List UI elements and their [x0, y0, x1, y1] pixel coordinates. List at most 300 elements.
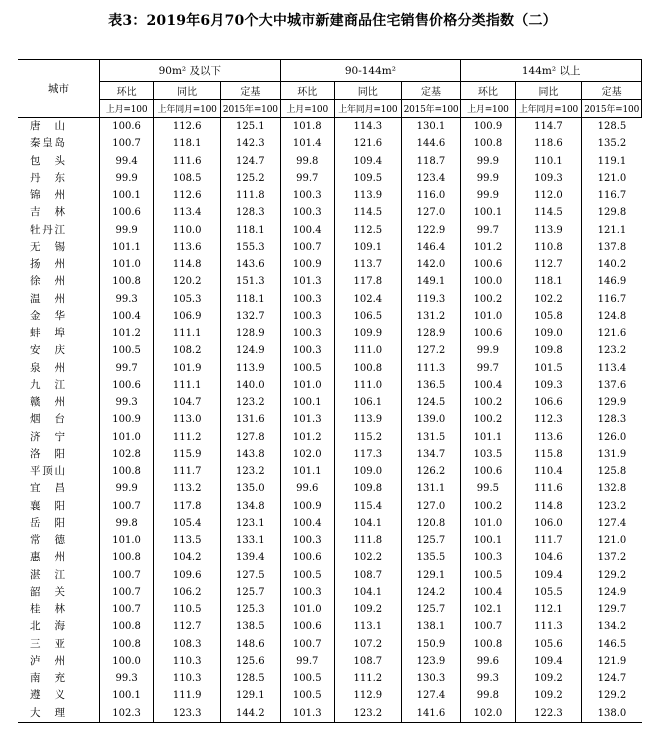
value-cell: 110.0 — [154, 222, 221, 239]
value-cell: 113.4 — [582, 360, 642, 377]
city-cell: 遵义 — [30, 689, 65, 702]
base-header: 2015年=100 — [582, 100, 642, 118]
value-cell: 115.8 — [515, 446, 582, 463]
value-cell: 100.7 — [280, 239, 334, 256]
value-cell: 111.0 — [334, 377, 401, 394]
city-cell: 唐山 — [30, 120, 65, 133]
table-row — [18, 446, 642, 463]
value-cell: 135.5 — [401, 549, 461, 566]
value-cell: 126.0 — [582, 429, 642, 446]
value-cell: 101.2 — [461, 239, 515, 256]
city-cell: 济宁 — [30, 430, 65, 443]
table-row — [18, 291, 642, 308]
table-row — [18, 118, 642, 136]
value-cell: 105.8 — [515, 308, 582, 325]
value-cell: 127.4 — [582, 515, 642, 532]
value-cell: 100.5 — [99, 342, 153, 359]
value-cell: 125.6 — [221, 653, 281, 670]
value-cell: 100.5 — [280, 687, 334, 704]
sub-header: 定基 — [221, 82, 281, 100]
value-cell: 100.8 — [99, 618, 153, 635]
city-cell: 宜昌 — [30, 482, 65, 495]
value-cell: 101.0 — [99, 429, 153, 446]
value-cell: 108.7 — [334, 653, 401, 670]
value-cell: 102.0 — [461, 705, 515, 723]
value-cell: 134.8 — [221, 498, 281, 515]
value-cell: 101.0 — [280, 601, 334, 618]
base-header: 2015年=100 — [221, 100, 281, 118]
value-cell: 128.9 — [401, 325, 461, 342]
value-cell: 118.1 — [515, 273, 582, 290]
value-cell: 120.2 — [154, 273, 221, 290]
value-cell: 99.7 — [461, 222, 515, 239]
value-cell: 108.3 — [154, 636, 221, 653]
value-cell: 121.9 — [582, 653, 642, 670]
table-row — [18, 308, 642, 325]
value-cell: 99.7 — [280, 170, 334, 187]
value-cell: 127.4 — [401, 687, 461, 704]
table-row — [18, 135, 642, 152]
value-cell: 113.9 — [221, 360, 281, 377]
city-cell: 襄阳 — [30, 499, 65, 512]
value-cell: 100.4 — [461, 377, 515, 394]
value-cell: 127.2 — [401, 342, 461, 359]
value-cell: 110.5 — [154, 601, 221, 618]
value-cell: 100.6 — [461, 256, 515, 273]
value-cell: 149.1 — [401, 273, 461, 290]
value-cell: 111.1 — [154, 377, 221, 394]
value-cell: 100.8 — [334, 360, 401, 377]
value-cell: 121.0 — [582, 170, 642, 187]
city-cell: 大理 — [30, 706, 65, 719]
value-cell: 99.8 — [99, 515, 153, 532]
value-cell: 99.6 — [280, 480, 334, 497]
value-cell: 100.3 — [280, 342, 334, 359]
value-cell: 100.2 — [461, 394, 515, 411]
value-cell: 128.3 — [221, 204, 281, 221]
value-cell: 99.9 — [461, 187, 515, 204]
value-cell: 140.2 — [582, 256, 642, 273]
value-cell: 104.1 — [334, 584, 401, 601]
value-cell: 124.9 — [582, 584, 642, 601]
table-row — [18, 342, 642, 359]
value-cell: 123.2 — [582, 342, 642, 359]
base-header-row — [18, 100, 642, 118]
value-cell: 129.1 — [221, 687, 281, 704]
value-cell: 125.7 — [221, 584, 281, 601]
city-cell: 三亚 — [30, 637, 65, 650]
value-cell: 109.4 — [334, 153, 401, 170]
value-cell: 112.0 — [515, 187, 582, 204]
base-header: 2015年=100 — [401, 100, 461, 118]
value-cell: 109.3 — [515, 170, 582, 187]
value-cell: 124.9 — [221, 342, 281, 359]
table-row — [18, 170, 642, 187]
value-cell: 102.2 — [515, 291, 582, 308]
value-cell: 113.9 — [334, 187, 401, 204]
value-cell: 111.7 — [154, 463, 221, 480]
table-row — [18, 670, 642, 687]
value-cell: 121.6 — [334, 135, 401, 152]
value-cell: 127.0 — [401, 204, 461, 221]
value-cell: 101.9 — [154, 360, 221, 377]
city-cell: 安庆 — [30, 344, 65, 357]
value-cell: 112.6 — [154, 118, 221, 136]
value-cell: 137.8 — [582, 239, 642, 256]
city-cell: 金华 — [30, 309, 65, 322]
value-cell: 100.7 — [99, 584, 153, 601]
value-cell: 131.2 — [401, 308, 461, 325]
city-cell: 秦皇岛 — [30, 137, 65, 150]
value-cell: 118.1 — [221, 222, 281, 239]
value-cell: 99.7 — [99, 360, 153, 377]
value-cell: 146.5 — [582, 636, 642, 653]
value-cell: 115.9 — [154, 446, 221, 463]
value-cell: 102.1 — [461, 601, 515, 618]
value-cell: 106.6 — [515, 394, 582, 411]
city-cell: 无锡 — [30, 240, 65, 253]
value-cell: 99.9 — [461, 153, 515, 170]
value-cell: 110.4 — [515, 463, 582, 480]
value-cell: 114.3 — [334, 118, 401, 136]
value-cell: 100.9 — [280, 498, 334, 515]
value-cell: 121.6 — [582, 325, 642, 342]
table-row — [18, 153, 642, 170]
value-cell: 111.0 — [334, 342, 401, 359]
table-row — [18, 377, 642, 394]
value-cell: 99.9 — [461, 342, 515, 359]
value-cell: 99.8 — [280, 153, 334, 170]
value-cell: 135.2 — [582, 135, 642, 152]
value-cell: 100.5 — [280, 567, 334, 584]
city-cell: 烟台 — [30, 413, 65, 426]
table-row — [18, 515, 642, 532]
value-cell: 111.8 — [334, 532, 401, 549]
value-cell: 100.8 — [99, 636, 153, 653]
value-cell: 100.5 — [461, 567, 515, 584]
value-cell: 112.3 — [515, 411, 582, 428]
value-cell: 100.3 — [461, 549, 515, 566]
table-row — [18, 256, 642, 273]
value-cell: 104.1 — [334, 515, 401, 532]
value-cell: 129.9 — [582, 394, 642, 411]
value-cell: 123.4 — [401, 170, 461, 187]
value-cell: 106.1 — [334, 394, 401, 411]
value-cell: 99.5 — [461, 480, 515, 497]
value-cell: 125.2 — [221, 170, 281, 187]
value-cell: 123.2 — [221, 394, 281, 411]
value-cell: 141.6 — [401, 705, 461, 723]
value-cell: 109.1 — [334, 239, 401, 256]
value-cell: 155.3 — [221, 239, 281, 256]
value-cell: 101.1 — [280, 463, 334, 480]
value-cell: 100.3 — [280, 532, 334, 549]
value-cell: 112.6 — [154, 187, 221, 204]
value-cell: 127.5 — [221, 567, 281, 584]
table-row — [18, 360, 642, 377]
value-cell: 100.3 — [280, 291, 334, 308]
value-cell: 100.7 — [461, 618, 515, 635]
value-cell: 119.3 — [401, 291, 461, 308]
value-cell: 143.8 — [221, 446, 281, 463]
value-cell: 114.5 — [334, 204, 401, 221]
value-cell: 100.4 — [461, 584, 515, 601]
value-cell: 131.9 — [582, 446, 642, 463]
value-cell: 106.2 — [154, 584, 221, 601]
city-cell: 惠州 — [30, 551, 65, 564]
value-cell: 129.7 — [582, 601, 642, 618]
city-cell: 桂林 — [30, 603, 65, 616]
value-cell: 113.0 — [154, 411, 221, 428]
value-cell: 114.5 — [515, 204, 582, 221]
table-row — [18, 567, 642, 584]
value-cell: 100.2 — [461, 411, 515, 428]
city-cell: 扬州 — [30, 258, 65, 271]
value-cell: 129.2 — [582, 567, 642, 584]
sub-header: 同比 — [154, 82, 221, 100]
value-cell: 100.1 — [99, 687, 153, 704]
value-cell: 113.6 — [515, 429, 582, 446]
city-cell: 泉州 — [30, 361, 65, 374]
value-cell: 111.9 — [154, 687, 221, 704]
value-cell: 104.7 — [154, 394, 221, 411]
value-cell: 113.4 — [154, 204, 221, 221]
table-header — [18, 60, 642, 118]
value-cell: 112.1 — [515, 601, 582, 618]
value-cell: 109.4 — [515, 653, 582, 670]
value-cell: 125.7 — [401, 601, 461, 618]
value-cell: 102.3 — [99, 705, 153, 723]
city-cell: 丹东 — [30, 171, 65, 184]
value-cell: 99.9 — [99, 480, 153, 497]
value-cell: 100.3 — [280, 308, 334, 325]
value-cell: 113.7 — [334, 256, 401, 273]
value-cell: 99.9 — [99, 222, 153, 239]
value-cell: 131.1 — [401, 480, 461, 497]
value-cell: 111.8 — [221, 187, 281, 204]
value-cell: 100.5 — [280, 670, 334, 687]
value-cell: 124.5 — [401, 394, 461, 411]
city-cell: 洛阳 — [30, 447, 65, 460]
value-cell: 123.2 — [582, 498, 642, 515]
value-cell: 99.3 — [99, 291, 153, 308]
value-cell: 114.8 — [515, 498, 582, 515]
city-cell: 包头 — [30, 154, 65, 167]
group-header-medium: 90-144m² — [280, 60, 461, 82]
value-cell: 113.5 — [154, 532, 221, 549]
city-cell: 牡丹江 — [30, 223, 65, 236]
value-cell: 106.0 — [515, 515, 582, 532]
value-cell: 116.7 — [582, 291, 642, 308]
value-cell: 101.1 — [461, 429, 515, 446]
value-cell: 120.8 — [401, 515, 461, 532]
value-cell: 101.0 — [99, 256, 153, 273]
value-cell: 102.0 — [280, 446, 334, 463]
value-cell: 128.5 — [582, 118, 642, 136]
value-cell: 109.0 — [515, 325, 582, 342]
value-cell: 100.1 — [461, 532, 515, 549]
table-body — [18, 118, 642, 723]
value-cell: 112.7 — [515, 256, 582, 273]
value-cell: 108.2 — [154, 342, 221, 359]
value-cell: 101.2 — [280, 429, 334, 446]
city-cell: 韶关 — [30, 585, 65, 598]
value-cell: 142.3 — [221, 135, 281, 152]
base-header: 上月=100 — [99, 100, 153, 118]
value-cell: 99.4 — [99, 153, 153, 170]
value-cell: 123.2 — [221, 463, 281, 480]
value-cell: 123.1 — [221, 515, 281, 532]
value-cell: 100.4 — [280, 515, 334, 532]
value-cell: 148.6 — [221, 636, 281, 653]
value-cell: 100.8 — [99, 273, 153, 290]
city-cell: 泸州 — [30, 654, 65, 667]
value-cell: 110.1 — [515, 153, 582, 170]
value-cell: 111.7 — [515, 532, 582, 549]
table-row — [18, 618, 642, 635]
value-cell: 105.5 — [515, 584, 582, 601]
table-row — [18, 429, 642, 446]
value-cell: 100.8 — [461, 135, 515, 152]
value-cell: 100.7 — [99, 498, 153, 515]
table-row — [18, 498, 642, 515]
value-cell: 112.9 — [334, 687, 401, 704]
value-cell: 131.5 — [401, 429, 461, 446]
value-cell: 100.6 — [280, 549, 334, 566]
value-cell: 112.7 — [154, 618, 221, 635]
value-cell: 142.0 — [401, 256, 461, 273]
value-cell: 110.3 — [154, 653, 221, 670]
value-cell: 99.7 — [461, 360, 515, 377]
table-row — [18, 394, 642, 411]
value-cell: 100.8 — [99, 463, 153, 480]
value-cell: 139.4 — [221, 549, 281, 566]
table-row — [18, 463, 642, 480]
value-cell: 100.9 — [280, 256, 334, 273]
value-cell: 100.6 — [99, 377, 153, 394]
value-cell: 121.0 — [582, 532, 642, 549]
value-cell: 100.7 — [99, 601, 153, 618]
value-cell: 128.9 — [221, 325, 281, 342]
value-cell: 99.3 — [99, 394, 153, 411]
value-cell: 100.7 — [280, 636, 334, 653]
table-row — [18, 705, 642, 723]
city-cell: 常德 — [30, 534, 65, 547]
value-cell: 101.2 — [99, 325, 153, 342]
base-header: 上月=100 — [280, 100, 334, 118]
value-cell: 128.5 — [221, 670, 281, 687]
value-cell: 146.9 — [582, 273, 642, 290]
base-header: 上年同月=100 — [154, 100, 221, 118]
value-cell: 100.1 — [461, 204, 515, 221]
value-cell: 108.7 — [334, 567, 401, 584]
value-cell: 117.8 — [154, 498, 221, 515]
table-row — [18, 239, 642, 256]
value-cell: 125.8 — [582, 463, 642, 480]
value-cell: 101.8 — [280, 118, 334, 136]
value-cell: 124.7 — [221, 153, 281, 170]
table-row — [18, 187, 642, 204]
value-cell: 111.1 — [154, 325, 221, 342]
value-cell: 107.2 — [334, 636, 401, 653]
value-cell: 121.1 — [582, 222, 642, 239]
value-cell: 100.2 — [461, 498, 515, 515]
value-cell: 124.2 — [401, 584, 461, 601]
value-cell: 130.3 — [401, 670, 461, 687]
city-cell: 湛江 — [30, 568, 65, 581]
value-cell: 100.9 — [99, 411, 153, 428]
value-cell: 122.9 — [401, 222, 461, 239]
value-cell: 135.0 — [221, 480, 281, 497]
city-cell: 九江 — [30, 378, 65, 391]
value-cell: 117.8 — [334, 273, 401, 290]
value-cell: 133.1 — [221, 532, 281, 549]
value-cell: 140.0 — [221, 377, 281, 394]
city-cell: 南充 — [30, 672, 65, 685]
value-cell: 101.3 — [280, 705, 334, 723]
sub-header: 同比 — [334, 82, 401, 100]
value-cell: 100.1 — [99, 187, 153, 204]
value-cell: 129.1 — [401, 567, 461, 584]
sub-header: 定基 — [401, 82, 461, 100]
value-cell: 146.4 — [401, 239, 461, 256]
value-cell: 111.6 — [515, 480, 582, 497]
value-cell: 138.0 — [582, 705, 642, 723]
value-cell: 114.7 — [515, 118, 582, 136]
table-row — [18, 584, 642, 601]
group-header-small: 90m² 及以下 — [99, 60, 280, 82]
value-cell: 131.6 — [221, 411, 281, 428]
table-row — [18, 601, 642, 618]
value-cell: 113.9 — [334, 411, 401, 428]
sub-header-row — [18, 82, 642, 100]
value-cell: 115.4 — [334, 498, 401, 515]
value-cell: 111.2 — [154, 429, 221, 446]
value-cell: 112.5 — [334, 222, 401, 239]
value-cell: 109.6 — [154, 567, 221, 584]
value-cell: 109.0 — [334, 463, 401, 480]
value-cell: 111.2 — [334, 670, 401, 687]
value-cell: 109.4 — [515, 567, 582, 584]
value-cell: 101.3 — [280, 411, 334, 428]
value-cell: 102.4 — [334, 291, 401, 308]
value-cell: 100.6 — [99, 204, 153, 221]
value-cell: 105.3 — [154, 291, 221, 308]
table-row — [18, 687, 642, 704]
value-cell: 101.5 — [515, 360, 582, 377]
value-cell: 104.2 — [154, 549, 221, 566]
value-cell: 100.3 — [280, 204, 334, 221]
city-cell: 赣州 — [30, 396, 65, 409]
sub-header: 环比 — [280, 82, 334, 100]
value-cell: 99.9 — [99, 170, 153, 187]
value-cell: 110.3 — [154, 670, 221, 687]
value-cell: 125.7 — [401, 532, 461, 549]
value-cell: 138.5 — [221, 618, 281, 635]
value-cell: 126.2 — [401, 463, 461, 480]
value-cell: 116.0 — [401, 187, 461, 204]
value-cell: 100.6 — [99, 118, 153, 136]
value-cell: 100.8 — [99, 549, 153, 566]
table-row — [18, 204, 642, 221]
price-index-table — [18, 59, 642, 723]
value-cell: 123.9 — [401, 653, 461, 670]
value-cell: 109.8 — [515, 342, 582, 359]
value-cell: 111.3 — [401, 360, 461, 377]
city-cell: 北海 — [30, 620, 65, 633]
value-cell: 109.2 — [515, 687, 582, 704]
value-cell: 101.0 — [280, 377, 334, 394]
